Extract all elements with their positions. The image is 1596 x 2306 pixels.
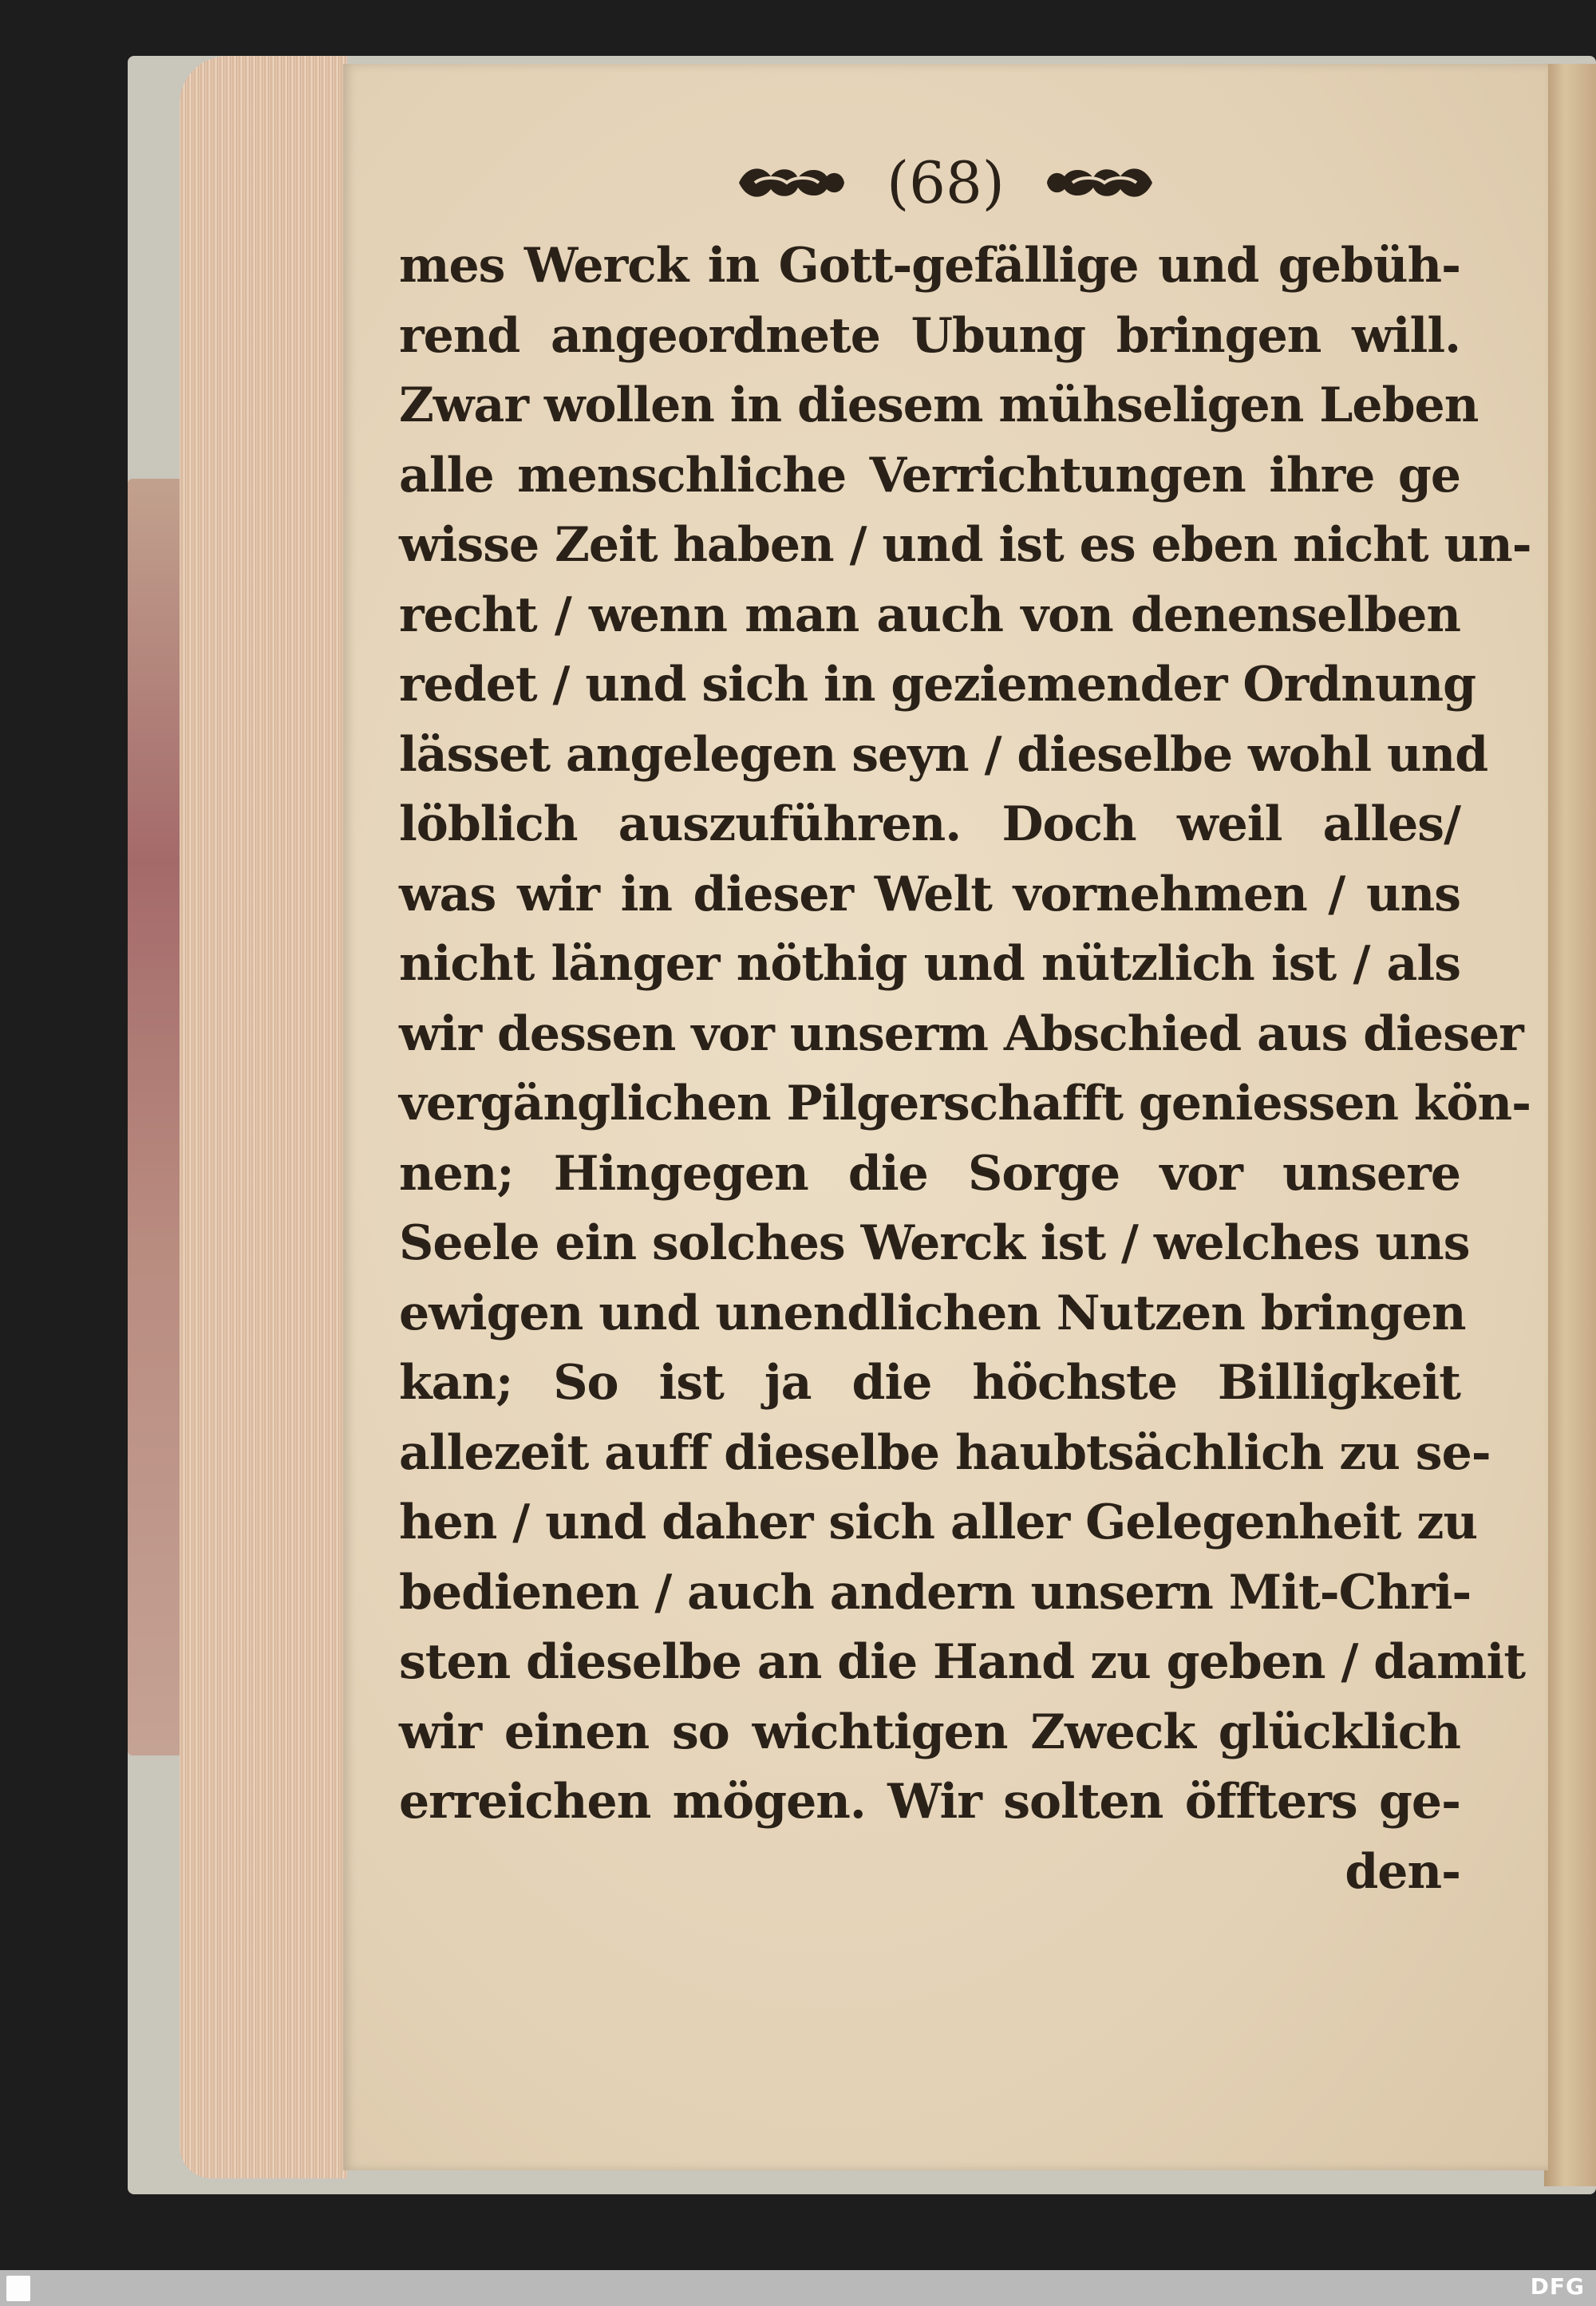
text-line: hen / und daher sich aller Gelegenheit zu <box>399 1495 1478 1550</box>
text-line: Seele ein solches Werck ist / welches uns <box>399 1215 1470 1271</box>
book-page <box>343 64 1548 2170</box>
text-line: Zwar wollen in diesem mühseligen Leben <box>399 377 1479 433</box>
text-line: allezeit auff dieselbe haubtsächlich zu se- <box>399 1424 1491 1481</box>
text-line: rend angeordnete Ubung bringen will. <box>399 307 1460 364</box>
text-line: recht / wenn man auch von denenselben <box>399 586 1460 643</box>
text-line: was wir in dieser Welt vornehmen / uns <box>399 866 1460 922</box>
text-line: nicht länger nöthig und nützlich ist / als <box>399 936 1460 992</box>
dfg-logo: DFG <box>1530 2273 1585 2300</box>
text-line: alle menschliche Verrichtungen ihre ge <box>399 447 1460 503</box>
marbled-endpaper <box>128 479 184 1755</box>
left-ornament-icon <box>731 160 851 205</box>
page-edges <box>180 56 347 2178</box>
page-header <box>343 144 1548 216</box>
text-line: erreichen mögen. Wir solten öffters ge- <box>399 1774 1460 1830</box>
text-line: redet / und sich in geziemender Ordnung <box>399 657 1476 713</box>
viewer-footer-bar <box>0 2270 1596 2306</box>
text-line: sten dieselbe an die Hand zu geben / damit <box>399 1634 1526 1690</box>
text-line: wisse Zeit haben / und ist es eben nicht un- <box>399 517 1531 573</box>
right-ornament-icon <box>1041 160 1160 205</box>
body-text <box>399 231 1531 1907</box>
library-logo-icon <box>6 2276 30 2301</box>
facing-page-edge <box>1544 64 1596 2186</box>
page-number: (68) <box>887 149 1005 216</box>
text-line: löblich auszuführen. Doch weil alles/ <box>399 796 1460 852</box>
text-line: kan; So ist ja die höchste Billigkeit <box>399 1355 1460 1411</box>
text-line: vergänglichen Pilgerschafft geniessen kön- <box>399 1076 1531 1131</box>
text-line: wir einen so wichtigen Zweck glücklich <box>399 1704 1460 1760</box>
text-line: wir dessen vor unserm Abschied aus dieser <box>399 1005 1523 1062</box>
text-line: bedienen / auch andern unsern Mit-Chri- <box>399 1564 1472 1621</box>
text-line: ewigen und unendlichen Nutzen bringen <box>399 1285 1466 1341</box>
text-line: nen; Hingegen die Sorge vor unsere <box>399 1145 1460 1202</box>
text-line: mes Werck in Gott-gefällige und gebüh- <box>399 238 1460 294</box>
text-line: lässet angelegen seyn / dieselbe wohl und <box>399 726 1488 783</box>
catchword: den- <box>1345 1843 1460 1900</box>
